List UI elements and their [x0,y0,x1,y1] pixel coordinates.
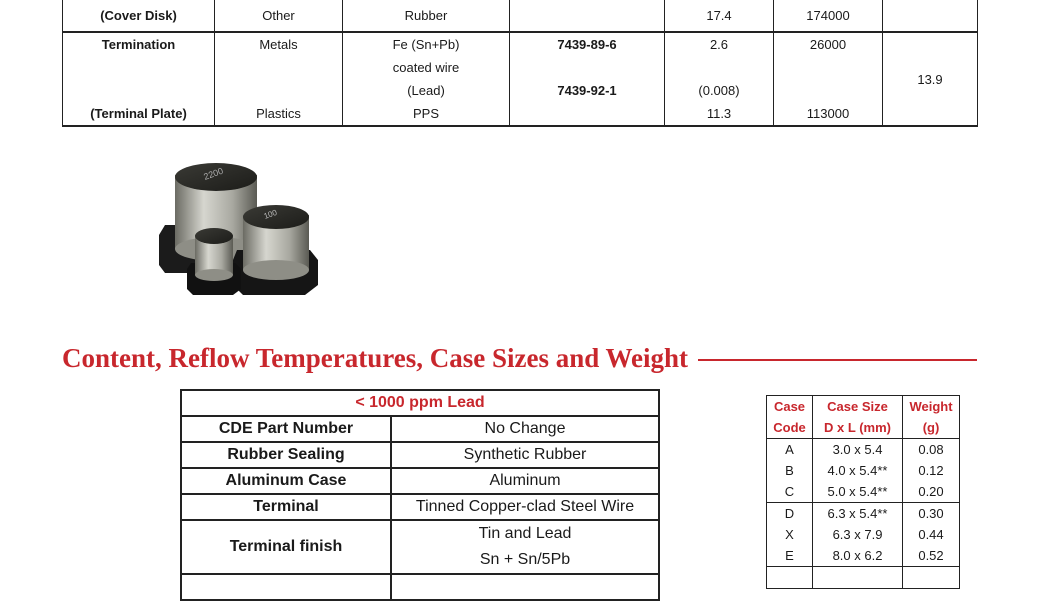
ppm-plastic: 113000 [806,106,850,121]
lead-content-header: < 1000 ppm Lead [181,390,659,416]
case-weight: 0.20 [903,481,960,503]
cover-total [883,0,978,32]
case-size-header: Case Size [813,396,903,418]
row-label: Rubber Sealing [181,442,391,468]
row-value: Tinned Copper-clad Steel Wire [391,494,659,520]
table-row [767,524,960,545]
termination-component: Termination [101,37,176,52]
case-code: A [767,439,813,461]
case-weight: 0.30 [903,503,960,525]
materials-table [62,0,978,127]
pct-metal: 2.6 [709,37,729,52]
case-weight: 0.52 [903,545,960,567]
case-code: E [767,545,813,567]
case-size-header: D x L (mm) [813,417,903,439]
material-line: (Lead) [407,83,445,98]
row-value: No Change [391,416,659,442]
table-row [181,442,659,468]
table-row [767,439,960,461]
cover-weight-pct: 17.4 [665,0,774,32]
case-code-header: Case [767,396,813,418]
table-row [767,545,960,567]
table-row [181,468,659,494]
pct-lead: (0.008) [698,83,740,98]
case-weight: 0.44 [903,524,960,545]
case-code: C [767,481,813,503]
row-value: Aluminum [391,468,659,494]
cover-cas [510,0,665,32]
material-line: PPS [412,106,439,121]
termination-total: 13.9 [883,32,978,126]
cover-material: Rubber [343,0,510,32]
case-size: 8.0 x 6.2 [813,545,903,567]
svg-text:100: 100 [262,207,279,221]
case-size: 3.0 x 5.4 [813,439,903,461]
table-row [767,481,960,503]
row-label: Terminal finish [181,520,391,574]
case-code: X [767,524,813,545]
cover-material-class: Other [215,0,343,32]
case-code: D [767,503,813,525]
svg-text:2200: 2200 [202,165,225,182]
table-row [181,416,659,442]
termination-row [63,32,978,126]
case-size: 5.0 x 5.4** [813,481,903,503]
metals-class: Metals [259,37,298,52]
cover-disk-row [63,0,978,32]
case-size: 6.3 x 7.9 [813,524,903,545]
ppm-metal: 26000 [809,37,847,52]
case-size: 6.3 x 5.4** [813,503,903,525]
finish-line: Sn + Sn/5Pb [479,551,571,568]
case-code: B [767,460,813,481]
plastics-class: Plastics [256,106,301,121]
table-row [767,503,960,525]
cas-lead: 7439-92-1 [557,83,617,98]
terminal-plate-component: (Terminal Plate) [90,106,187,121]
row-label: Aluminum Case [181,468,391,494]
case-weight: 0.12 [903,460,960,481]
weight-header: Weight [903,396,960,418]
lead-content-table [180,389,660,601]
cas-iron: 7439-89-6 [557,37,617,52]
cover-ppm: 174000 [774,0,883,32]
case-weight: 0.08 [903,439,960,461]
case-size-table [766,395,960,589]
heading-rule [698,359,977,361]
case-size: 4.0 x 5.4** [813,460,903,481]
finish-line: Tin and Lead [478,525,572,542]
section-heading: Content, Reflow Temperatures, Case Sizes and Weight [62,343,688,373]
case-code-header: Code [767,417,813,439]
row-label: CDE Part Number [181,416,391,442]
cover-component: (Cover Disk) [63,0,215,32]
row-value: Synthetic Rubber [391,442,659,468]
weight-header: (g) [903,417,960,439]
table-row [181,520,659,574]
table-row [181,494,659,520]
row-label: Terminal [181,494,391,520]
table-row [767,460,960,481]
material-line: coated wire [392,60,460,75]
material-line: Fe (Sn+Pb) [392,37,460,52]
capacitor-photo [155,155,325,300]
pct-plastic: 11.3 [706,106,732,121]
